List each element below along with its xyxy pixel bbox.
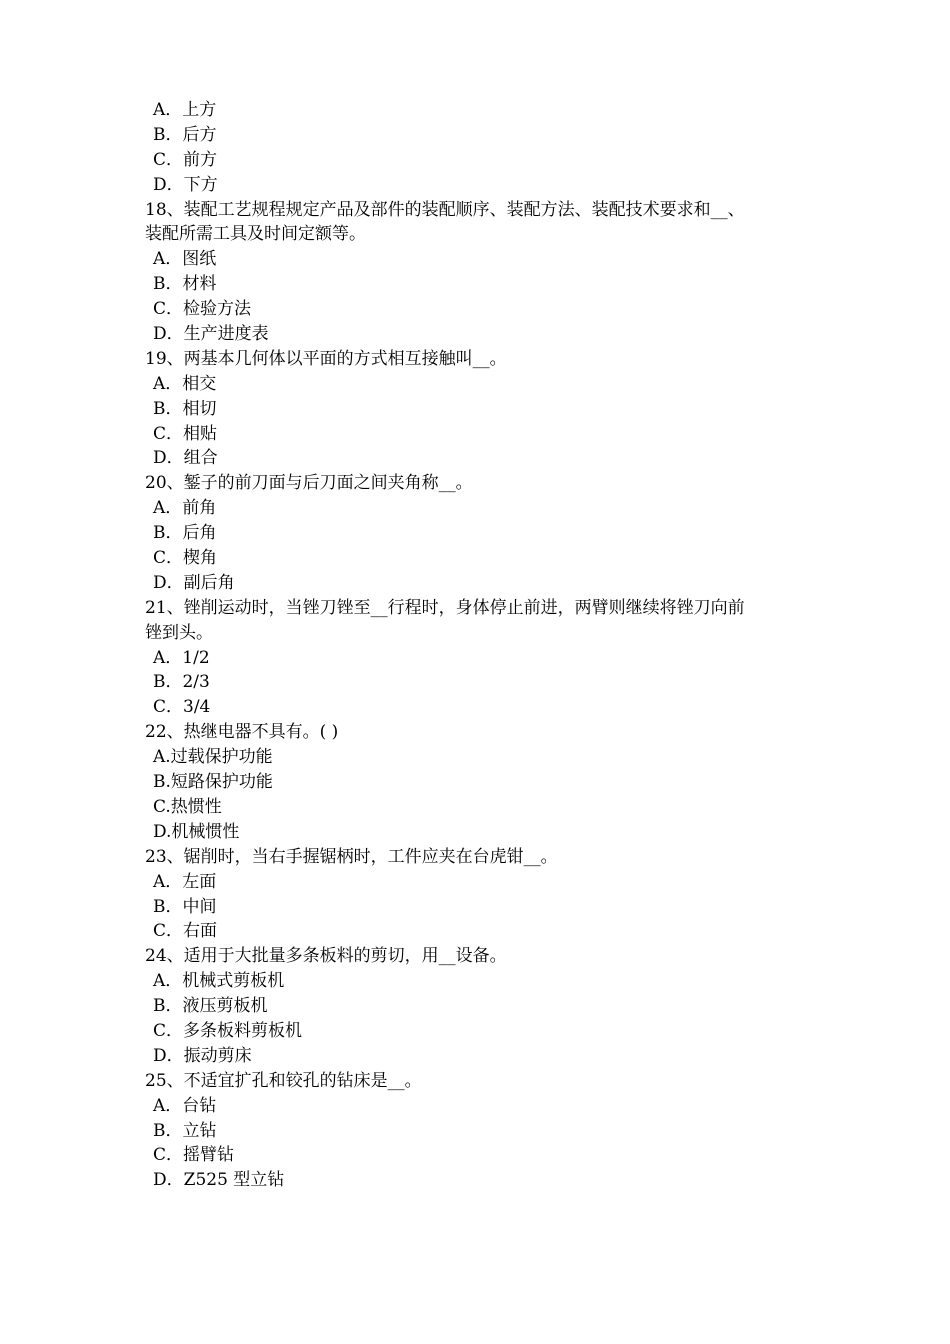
- answer-option: A.过载保护功能: [153, 747, 273, 768]
- answer-option: D．振动剪床: [153, 1045, 252, 1066]
- answer-option: D．副后角: [153, 572, 235, 593]
- question-text-line: 23、锯削时，当右手握锯柄时，工件应夹在台虎钳__。: [145, 846, 558, 867]
- question-text-line: 锉到头。: [145, 622, 213, 643]
- answer-option: B．材料: [153, 274, 217, 295]
- answer-option: A．机械式剪板机: [153, 971, 285, 992]
- answer-option: C．多条板料剪板机: [153, 1020, 303, 1041]
- document-page: [145, 98, 815, 1193]
- answer-option: A．前角: [153, 498, 217, 519]
- answer-option: B．相切: [153, 398, 217, 419]
- answer-option: D．组合: [153, 448, 218, 469]
- answer-option: C．楔角: [153, 548, 218, 569]
- question-text-line: 22、热继电器不具有。( ): [145, 722, 339, 743]
- answer-option: A．相交: [153, 373, 217, 394]
- question-text-line: 21、锉削运动时，当锉刀锉至__行程时，身体停止前进，两臂则继续将锉刀向前: [145, 597, 745, 618]
- answer-option: A．上方: [153, 100, 217, 120]
- answer-option: B．液压剪板机: [153, 996, 268, 1017]
- answer-option: B.短路保护功能: [153, 772, 273, 793]
- answer-option: B．后方: [153, 124, 217, 145]
- answer-option: C．前方: [153, 149, 218, 170]
- question-text-line: 18、装配工艺规程规定产品及部件的装配顺序、装配方法、装配技术要求和__、: [145, 199, 745, 220]
- answer-option: C．摇臂钻: [153, 1145, 235, 1166]
- answer-option: D．生产进度表: [153, 324, 269, 345]
- answer-option: C．3/4: [153, 697, 211, 718]
- answer-option: B．中间: [153, 896, 217, 917]
- answer-option: C．相贴: [153, 423, 218, 444]
- answer-option: B．2/3: [153, 672, 210, 693]
- answer-option: A．台钻: [153, 1095, 217, 1116]
- answer-option: A．左面: [153, 871, 217, 892]
- answer-option: C．检验方法: [153, 299, 252, 320]
- answer-option: B．立钻: [153, 1120, 217, 1141]
- question-text-line: 19、两基本几何体以平面的方式相互接触叫__。: [145, 348, 507, 369]
- question-text-line: 24、适用于大批量多条板料的剪切，用__设备。: [145, 946, 507, 967]
- question-text-line: 装配所需工具及时间定额等。: [145, 224, 366, 245]
- question-text-line: 25、不适宜扩孔和铰孔的钻床是__。: [145, 1070, 422, 1091]
- answer-option: A．图纸: [153, 249, 217, 270]
- answer-option: A．1/2: [153, 647, 210, 668]
- answer-option: D．Z525 型立钻: [153, 1170, 285, 1191]
- answer-option: D．下方: [153, 174, 218, 195]
- question-text-line: 20、錾子的前刀面与后刀面之间夹角称__。: [145, 473, 473, 494]
- answer-option: D.机械惯性: [153, 821, 240, 842]
- answer-option: B．后角: [153, 523, 217, 544]
- answer-option: C．右面: [153, 921, 218, 942]
- answer-option: C.热惯性: [153, 796, 222, 817]
